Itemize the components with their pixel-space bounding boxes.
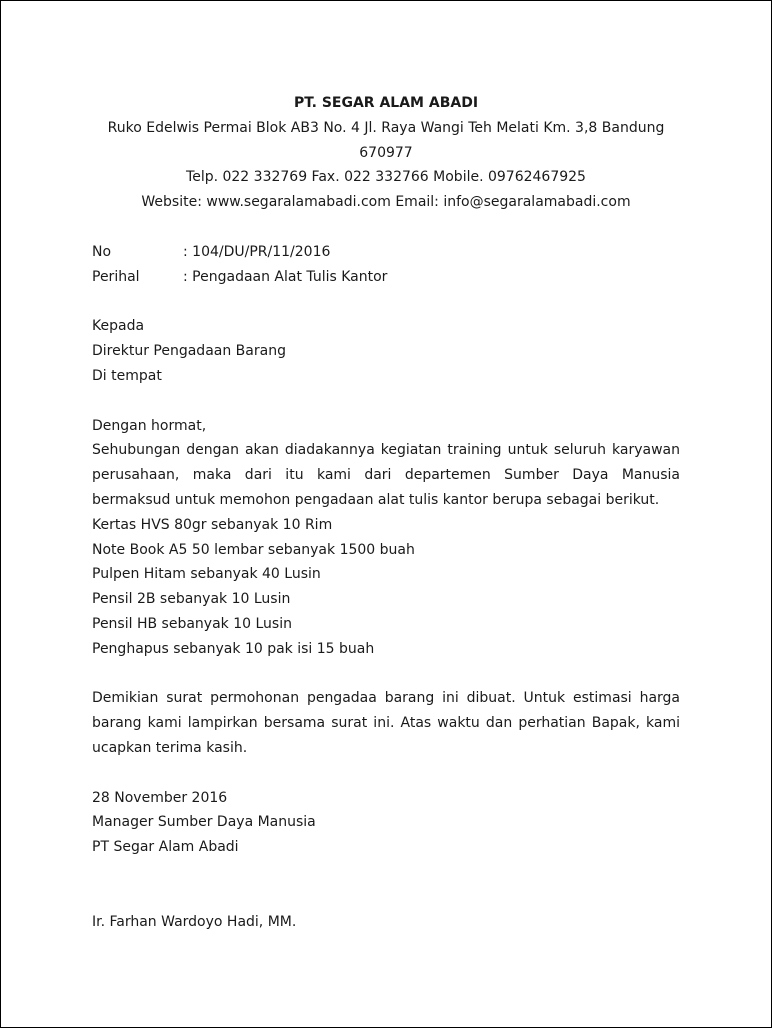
subject-label: Perihal [92,268,140,285]
letter-number-row [92,240,680,265]
intro-paragraph: Sehubungan dengan akan diadakannya kegiatan training untuk seluruh karyawan perusahaan, maka dari itu kami dari departemen Sumber Daya Manusia bermaksud untuk memohon pengadaan alat tulis kantor berupa sebagai berikut. [92,442,680,508]
list-item: Pulpen Hitam sebanyak 40 Lusin [92,566,321,583]
list-item: Pensil HB sebanyak 10 Lusin [92,615,292,632]
phone-line: Telp. 022 332769 Fax. 022 332766 Mobile. 09762467925 [186,169,586,186]
list-item: Note Book A5 50 lembar sebanyak 1500 buah [92,541,415,558]
list-item: Penghapus sebanyak 10 pak isi 15 buah [92,640,375,657]
reference-block [92,240,680,290]
letter-number-label: No [92,243,112,260]
recipient-line-2: Direktur Pengadaan Barang [92,343,286,360]
recipient-block [92,314,680,388]
list-item: Kertas HVS 80gr sebanyak 10 Rim [92,516,333,533]
signer-name: Ir. Farhan Wardoyo Hadi, MM. [92,913,297,930]
closing-paragraph: Demikian surat permohonan pengadaa barang ini dibuat. Untuk estimasi harga barang kami lampirkan bersama surat ini. Atas waktu dan perhatian Bapak, kami ucapkan terima kasih. [92,690,680,756]
letter-body [92,91,680,934]
address-line-2: 670977 [359,144,413,161]
recipient-line-1: Kepada [92,318,145,335]
signer-company: PT Segar Alam Abadi [92,839,239,856]
letterhead [92,91,680,215]
address-line-1: Ruko Edelwis Permai Blok AB3 No. 4 Jl. Raya Wangi Teh Melati Km. 3,8 Bandung [107,119,665,136]
letter-number-value: : 104/DU/PR/11/2016 [183,243,331,260]
body-block [92,414,680,662]
subject-row [92,265,680,290]
list-item: Pensil 2B sebanyak 10 Lusin [92,591,291,608]
recipient-line-3: Di tempat [92,367,162,384]
greeting: Dengan hormat, [92,417,207,434]
signature-block [92,786,680,935]
letter-date: 28 November 2016 [92,789,228,806]
subject-value: : Pengadaan Alat Tulis Kantor [183,268,388,285]
signer-position: Manager Sumber Daya Manusia [92,814,316,831]
company-name: PT. SEGAR ALAM ABADI [293,95,479,111]
web-email-line: Website: www.segaralamabadi.com Email: info@segaralamabadi.com [141,194,631,211]
